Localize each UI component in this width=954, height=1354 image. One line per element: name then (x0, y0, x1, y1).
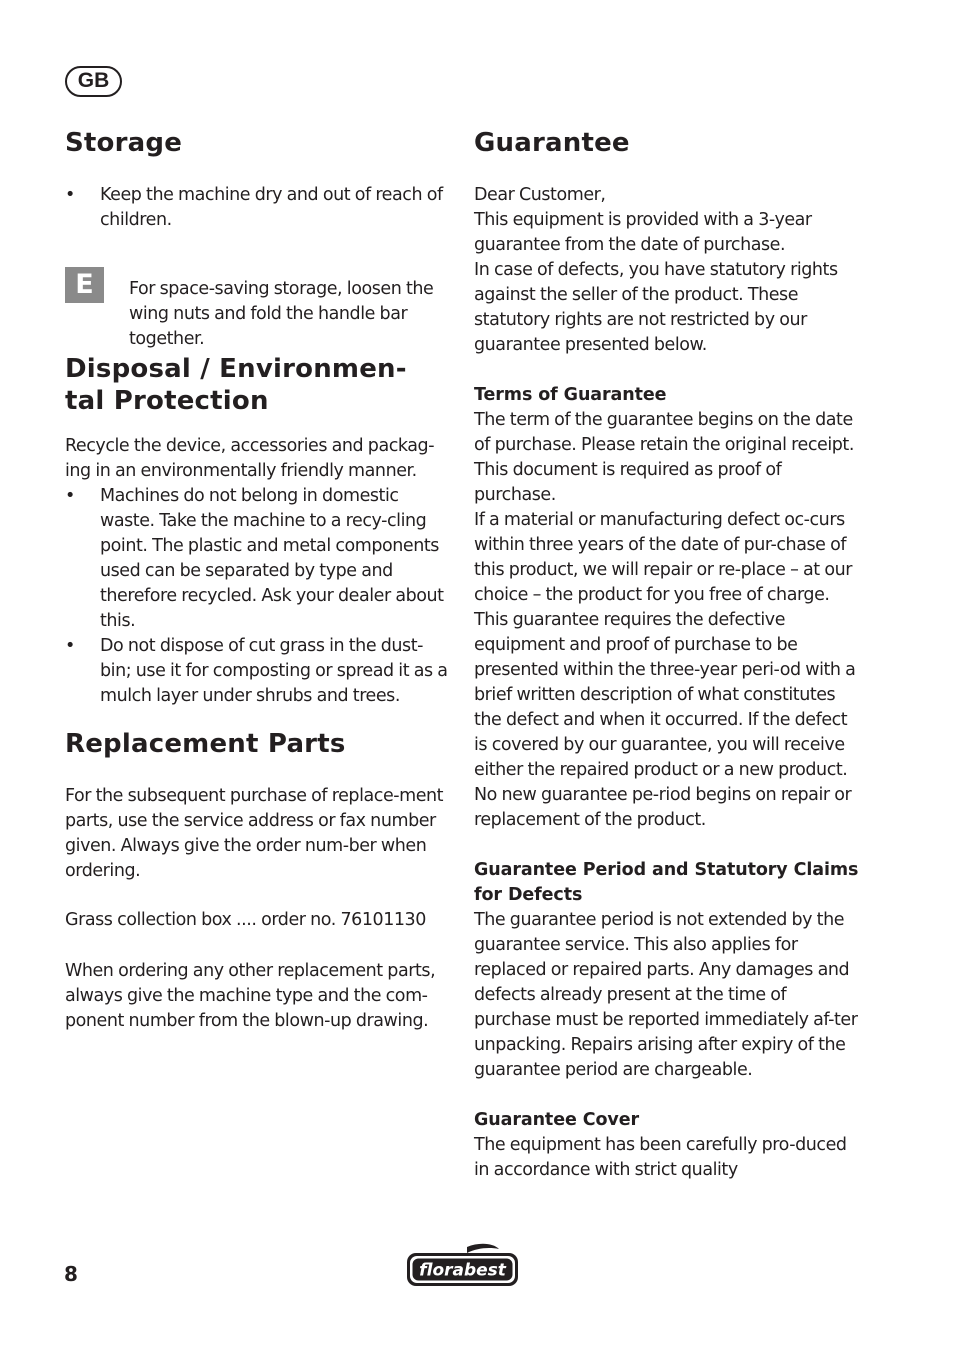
disposal-heading-line2: tal Protection (65, 386, 269, 416)
guarantee-heading: Guarantee (474, 128, 630, 158)
guarantee-body (474, 183, 864, 1183)
list-item: • Keep the machine dry and out of reach of children. (65, 183, 450, 233)
storage-note: For space-saving storage, loosen the wing nuts and fold the handle bar together. (129, 278, 434, 349)
guarantee-intro: Dear Customer, This equipment is provided with a 3-year guarantee from the date of purchase. In case of defects, you have statutory rights against the seller of the product. These statutory rights are not restricted by our guarantee presented below. (474, 185, 838, 355)
replacement-heading: Replacement Parts (65, 729, 346, 759)
list-item: • Do not dispose of cut grass in the dust-bin; use it for composting or spread it as a mulch layer under shrubs and trees. (65, 634, 450, 709)
storage-bullet-list (65, 183, 450, 233)
period-text: The guarantee period is not extended by the guarantee service. This also applies for replaced or repaired parts. Any damages and defects already present at the time of purchase must be reported immediately af-ter unpacking. Repairs arising after expiry of the guarantee period are chargeable. (474, 910, 858, 1080)
page-number: 8 (64, 1262, 78, 1286)
florabest-logo (405, 1243, 520, 1289)
language-badge: GB (65, 66, 122, 97)
note-e-badge: E (65, 267, 104, 303)
replacement-paragraph-2: When ordering any other replacement parts, always give the machine type and the com-ponent number from the blown-up drawing. (65, 961, 436, 1031)
disposal-bullet-list (65, 484, 450, 709)
period-subheading: Guarantee Period and Statutory Claims for Defects (474, 860, 859, 905)
cover-text: The equipment has been carefully pro-duced in accordance with strict quality (474, 1135, 847, 1180)
disposal-heading (65, 353, 407, 417)
cover-subheading: Guarantee Cover (474, 1110, 639, 1130)
terms-subheading: Terms of Guarantee (474, 385, 667, 405)
replacement-paragraph-1: For the subsequent purchase of replace-ment parts, use the service address or fax number given. Always give the order num-ber when ordering. (65, 786, 444, 881)
disposal-heading-line1: Disposal / Environmen- (65, 354, 407, 384)
list-item: • Machines do not belong in domestic waste. Take the machine to a recy-cling point. The plastic and metal components used can be separated by type and therefore recycled. Ask your dealer about this. (65, 484, 450, 634)
logo-text: florabest (419, 1260, 506, 1281)
replacement-part-line: Grass collection box .... order no. 76101130 (65, 910, 426, 930)
disposal-intro: Recycle the device, accessories and packag-ing in an environmentally friendly manner. (65, 436, 435, 481)
storage-heading: Storage (65, 128, 183, 158)
terms-text: The term of the guarantee begins on the date of purchase. Please retain the original receipt. This document is required as proof of purchase. If a material or manufacturing defect oc-curs within three years of the date of pur-chase of this product, we will repair or re-place – at our choice – the product for you free of charge. This guarantee requires the defective equipment and proof of purchase to be presented within the three-year peri-od with a brief written description of what constitutes the defect and when it occurred. If the defect is covered by our guarantee, you will receive either the repaired product or a new product. No new guarantee pe-riod begins on repair or replacement of the product. (474, 410, 856, 830)
